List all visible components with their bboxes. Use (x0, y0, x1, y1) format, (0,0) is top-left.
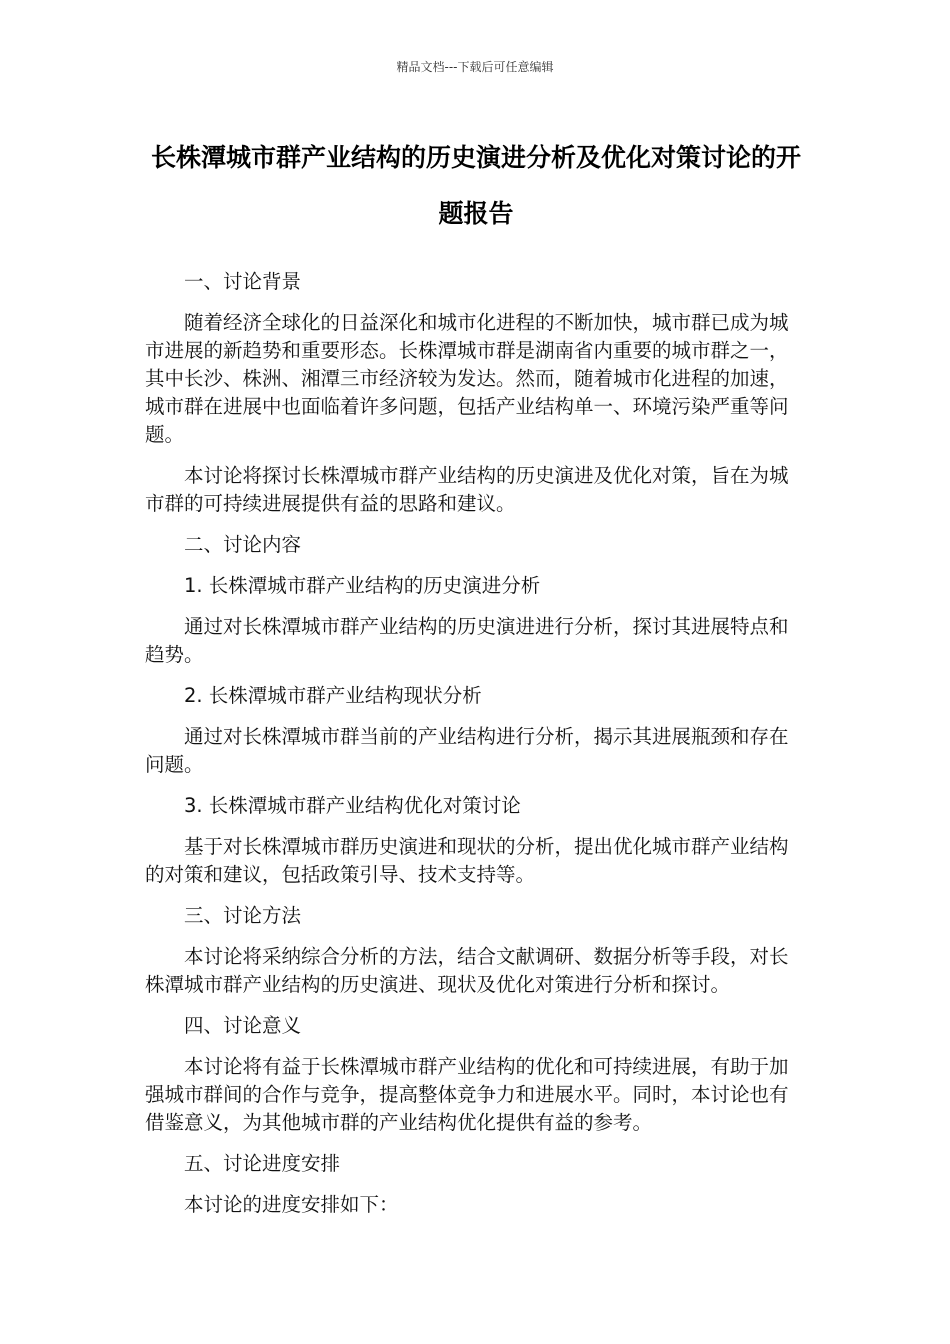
paragraph-schedule: 本讨论的进度安排如下： (184, 1193, 399, 1216)
paragraph-optimization: 基于对长株潭城市群历史演进和现状的分析，提出优化城市群产业结构的对策和建议，包括政策引导、技术支持等。 (145, 835, 789, 886)
document-body (145, 268, 795, 1232)
section-heading-schedule: 五、讨论进度安排 (184, 1152, 341, 1175)
paragraph-significance: 本讨论将有益于长株潭城市群产业结构的优化和可持续进展，有助于加强城市群间的合作与竞争，提高整体竞争力和进展水平。同时，本讨论也有借鉴意义，为其他城市群的产业结构优化提供有益的参考。 (145, 1055, 789, 1134)
paragraph-background-2: 本讨论将探讨长株潭城市群产业结构的历史演进及优化对策，旨在为城市群的可持续进展提供有益的思路和建议。 (145, 464, 789, 515)
header-note: 精品文档---下载后可任意编辑 (396, 60, 554, 74)
section-heading-significance: 四、讨论意义 (184, 1014, 302, 1037)
section-heading-content: 二、讨论内容 (184, 533, 302, 556)
document-title: 长株潭城市群产业结构的历史演进分析及优化对策讨论的开题报告 (150, 143, 801, 228)
section-heading-background: 一、讨论背景 (184, 270, 302, 293)
section-heading-method: 三、讨论方法 (184, 904, 302, 927)
paragraph-history-analysis: 通过对长株潭城市群产业结构的历史演进进行分析，探讨其进展特点和趋势。 (145, 615, 789, 666)
subheading-optimization: 3. 长株潭城市群产业结构优化对策讨论 (184, 794, 521, 817)
paragraph-background-1: 随着经济全球化的日益深化和城市化进程的不断加快，城市群已成为城市进展的新趋势和重要形态。长株潭城市群是湖南省内重要的城市群之一，其中长沙、株洲、湘潭三市经济较为发达。然而，随着城市化进程的加速，城市群在进展中也面临着许多问题，包括产业结构单一、环境污染严重等问题。 (145, 311, 789, 446)
subheading-history-analysis: 1. 长株潭城市群产业结构的历史演进分析 (184, 574, 541, 597)
paragraph-method: 本讨论将采纳综合分析的方法，结合文献调研、数据分析等手段，对长株潭城市群产业结构的历史演进、现状及优化对策进行分析和探讨。 (145, 945, 789, 996)
paragraph-status-analysis: 通过对长株潭城市群当前的产业结构进行分析，揭示其进展瓶颈和存在问题。 (145, 725, 789, 776)
subheading-status-analysis: 2. 长株潭城市群产业结构现状分析 (184, 684, 482, 707)
